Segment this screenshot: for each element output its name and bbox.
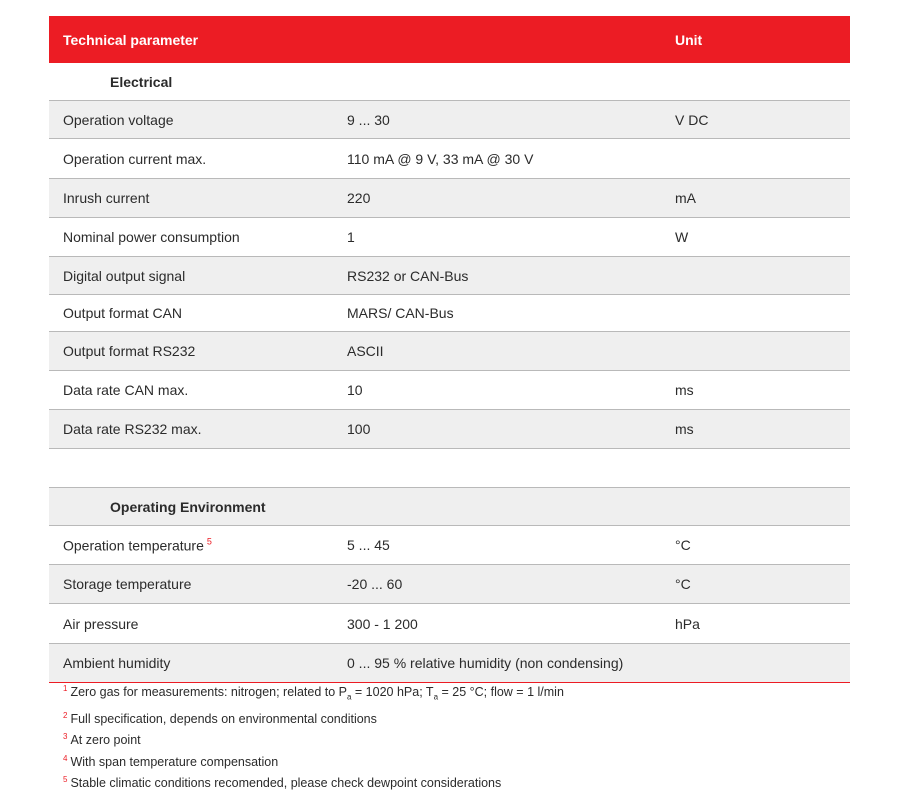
param-value: 300 - 1 200 [347, 615, 418, 632]
param-value: 1 [347, 229, 355, 245]
footnote-number: 5 [63, 774, 68, 784]
param-name: Operation voltage [63, 111, 174, 128]
footnote-3 [63, 728, 564, 749]
table-row [49, 179, 850, 218]
param-unit: hPa [675, 615, 700, 632]
footnote-text: At zero point [70, 733, 141, 748]
footnote-number: 4 [63, 753, 68, 763]
footnote-text: = 25 °C; flow = 1 l/min [438, 685, 564, 700]
param-value: 0 ... 95 % relative humidity (non condensing) [347, 655, 624, 671]
footnotes [63, 680, 564, 792]
footnote-number: 2 [63, 710, 68, 720]
footnote-text: = 1020 hPa; T [351, 685, 434, 700]
param-name: Data rate RS232 max. [63, 421, 202, 437]
table-row [49, 565, 850, 604]
param-value: 100 [347, 421, 371, 437]
section-title: Operating Environment [110, 498, 266, 515]
table-header [49, 16, 850, 63]
param-label: Operation temperature [63, 537, 204, 554]
param-value: 10 [347, 382, 363, 398]
table-row [49, 101, 850, 139]
table-row [49, 295, 850, 332]
table-row [49, 526, 850, 565]
param-unit: ms [675, 421, 694, 437]
param-unit: W [675, 229, 689, 245]
param-value: 5 ... 45 [347, 537, 390, 553]
param-unit: ms [675, 382, 694, 398]
section-title: Electrical [110, 73, 173, 90]
param-name: Operation current max. [63, 150, 207, 167]
param-value: 9 ... 30 [347, 111, 390, 128]
footnote-2 [63, 707, 564, 728]
table-row [49, 410, 850, 449]
header-parameter: Technical parameter [63, 32, 199, 48]
footnote-1 [63, 680, 564, 707]
table-row [49, 332, 850, 371]
footnote-4 [63, 750, 564, 771]
footnote-text: Full specification, depends on environmental conditions [70, 712, 377, 727]
table-row [49, 139, 850, 179]
table-row [49, 257, 850, 295]
param-unit: °C [675, 537, 691, 553]
param-value: RS232 or CAN-Bus [347, 267, 469, 284]
footnote-number: 1 [63, 684, 68, 693]
table-spacer [49, 449, 850, 488]
param-name: Output format RS232 [63, 343, 196, 359]
param-value: MARS/ CAN-Bus [347, 305, 454, 321]
param-name: Storage temperature [63, 576, 192, 592]
footnote-text: With span temperature compensation [70, 754, 279, 769]
table-row [49, 218, 850, 257]
param-value: -20 ... 60 [347, 576, 403, 592]
footnote-text: Stable climatic conditions recomended, please check dewpoint considerations [70, 776, 502, 791]
param-name: Data rate CAN max. [63, 382, 189, 398]
header-unit: Unit [675, 32, 703, 48]
subscript: a [433, 692, 439, 702]
param-unit: V DC [675, 111, 709, 128]
footnote-number: 3 [63, 732, 68, 742]
param-name: Digital output signal [63, 267, 186, 284]
footnote-text: Zero gas for measurements: nitrogen; related to P [70, 685, 347, 700]
param-value: 110 mA @ 9 V, 33 mA @ 30 V [347, 150, 534, 167]
footnote-5 [63, 771, 564, 792]
param-name: Air pressure [63, 615, 139, 632]
section-header-electrical [49, 63, 850, 101]
param-unit: °C [675, 576, 691, 592]
param-name: Nominal power consumption [63, 229, 240, 245]
param-name: Inrush current [63, 190, 150, 206]
table-row [49, 644, 850, 683]
table-row [49, 371, 850, 410]
param-name: Output format CAN [63, 305, 183, 321]
section-header-environment [49, 488, 850, 526]
table-row [49, 604, 850, 644]
param-unit: mA [675, 190, 696, 206]
subscript: a [346, 692, 352, 702]
param-value: ASCII [347, 343, 384, 359]
param-name [63, 537, 212, 554]
param-name: Ambient humidity [63, 655, 171, 671]
spec-table [49, 16, 850, 683]
param-value: 220 [347, 190, 371, 206]
footnote-ref: 5 [206, 536, 212, 547]
